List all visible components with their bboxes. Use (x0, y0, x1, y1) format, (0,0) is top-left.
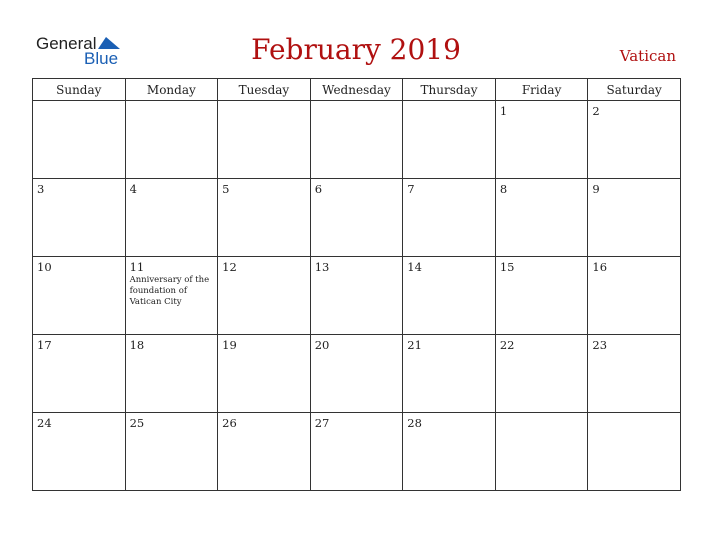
day-number: 21 (407, 338, 422, 352)
holiday-label: Anniversary of the foundation of Vatican City (129, 275, 210, 307)
day-cell (403, 257, 496, 335)
weekday-header-row (33, 79, 681, 101)
logo-text-blue: Blue (84, 49, 119, 68)
logo-text-general: General (36, 34, 97, 53)
day-cell (33, 179, 126, 257)
week-row (33, 179, 681, 257)
day-number (311, 101, 403, 104)
day-cell (125, 335, 218, 413)
day-number (403, 101, 495, 104)
day-cell (588, 257, 681, 335)
day-number: 25 (129, 416, 145, 430)
day-cell (33, 101, 126, 179)
day-number (588, 413, 680, 416)
day-number: 12 (222, 260, 237, 274)
week-row (33, 413, 681, 491)
page-title: February 2019 (251, 33, 461, 66)
day-number: 7 (407, 182, 415, 196)
day-number: 9 (592, 182, 600, 196)
day-cell (218, 257, 311, 335)
day-cell (403, 335, 496, 413)
day-number: 6 (314, 182, 323, 196)
day-cell (218, 413, 311, 491)
day-cell (218, 179, 311, 257)
day-cell (495, 413, 588, 491)
day-cell (403, 413, 496, 491)
day-number: 13 (314, 260, 330, 274)
day-cell (495, 257, 588, 335)
day-cell (310, 335, 403, 413)
day-number (218, 101, 310, 104)
day-cell (310, 101, 403, 179)
day-cell (495, 101, 588, 179)
day-number: 11 (129, 260, 145, 274)
week-row (33, 101, 681, 179)
day-number: 5 (222, 182, 230, 196)
weekday-header: Tuesday (218, 79, 311, 101)
day-number: 22 (499, 338, 515, 352)
day-number: 20 (314, 338, 330, 352)
day-cell (33, 335, 126, 413)
day-cell (218, 101, 311, 179)
day-cell (495, 179, 588, 257)
day-cell (310, 179, 403, 257)
weekday-header: Wednesday (310, 79, 403, 101)
calendar-grid (32, 78, 681, 491)
weekday-header: Friday (495, 79, 588, 101)
weekday-header: Monday (125, 79, 218, 101)
day-number: 23 (592, 338, 608, 352)
day-number: 15 (499, 260, 515, 274)
day-number: 27 (314, 416, 330, 430)
day-number: 18 (129, 338, 145, 352)
day-cell (588, 335, 681, 413)
weekday-header: Sunday (33, 79, 126, 101)
day-cell (125, 101, 218, 179)
weekday-header: Saturday (588, 79, 681, 101)
day-number: 26 (222, 416, 237, 430)
day-cell (33, 257, 126, 335)
day-number: 1 (499, 104, 508, 118)
day-cell (125, 179, 218, 257)
day-number: 4 (129, 182, 137, 196)
country-label: Vatican (619, 47, 676, 65)
day-cell (125, 413, 218, 491)
day-cell (403, 101, 496, 179)
day-number: 3 (37, 182, 45, 196)
weekday-header: Thursday (403, 79, 496, 101)
day-number: 14 (407, 260, 422, 274)
week-row (33, 335, 681, 413)
day-cell (588, 179, 681, 257)
day-number (496, 413, 588, 416)
day-cell (310, 413, 403, 491)
day-number: 19 (222, 338, 237, 352)
day-number: 24 (37, 416, 52, 430)
day-number (126, 101, 218, 104)
day-number: 10 (37, 260, 52, 274)
day-number (33, 101, 125, 104)
day-cell (33, 413, 126, 491)
day-cell (403, 179, 496, 257)
day-cell (125, 257, 218, 335)
day-cell (588, 413, 681, 491)
day-number: 16 (592, 260, 608, 274)
day-cell (588, 101, 681, 179)
day-cell (218, 335, 311, 413)
day-cell (495, 335, 588, 413)
day-number: 28 (407, 416, 422, 430)
day-cell (310, 257, 403, 335)
day-number: 8 (499, 182, 508, 196)
week-row (33, 257, 681, 335)
day-number: 2 (592, 104, 600, 118)
day-number: 17 (37, 338, 52, 352)
